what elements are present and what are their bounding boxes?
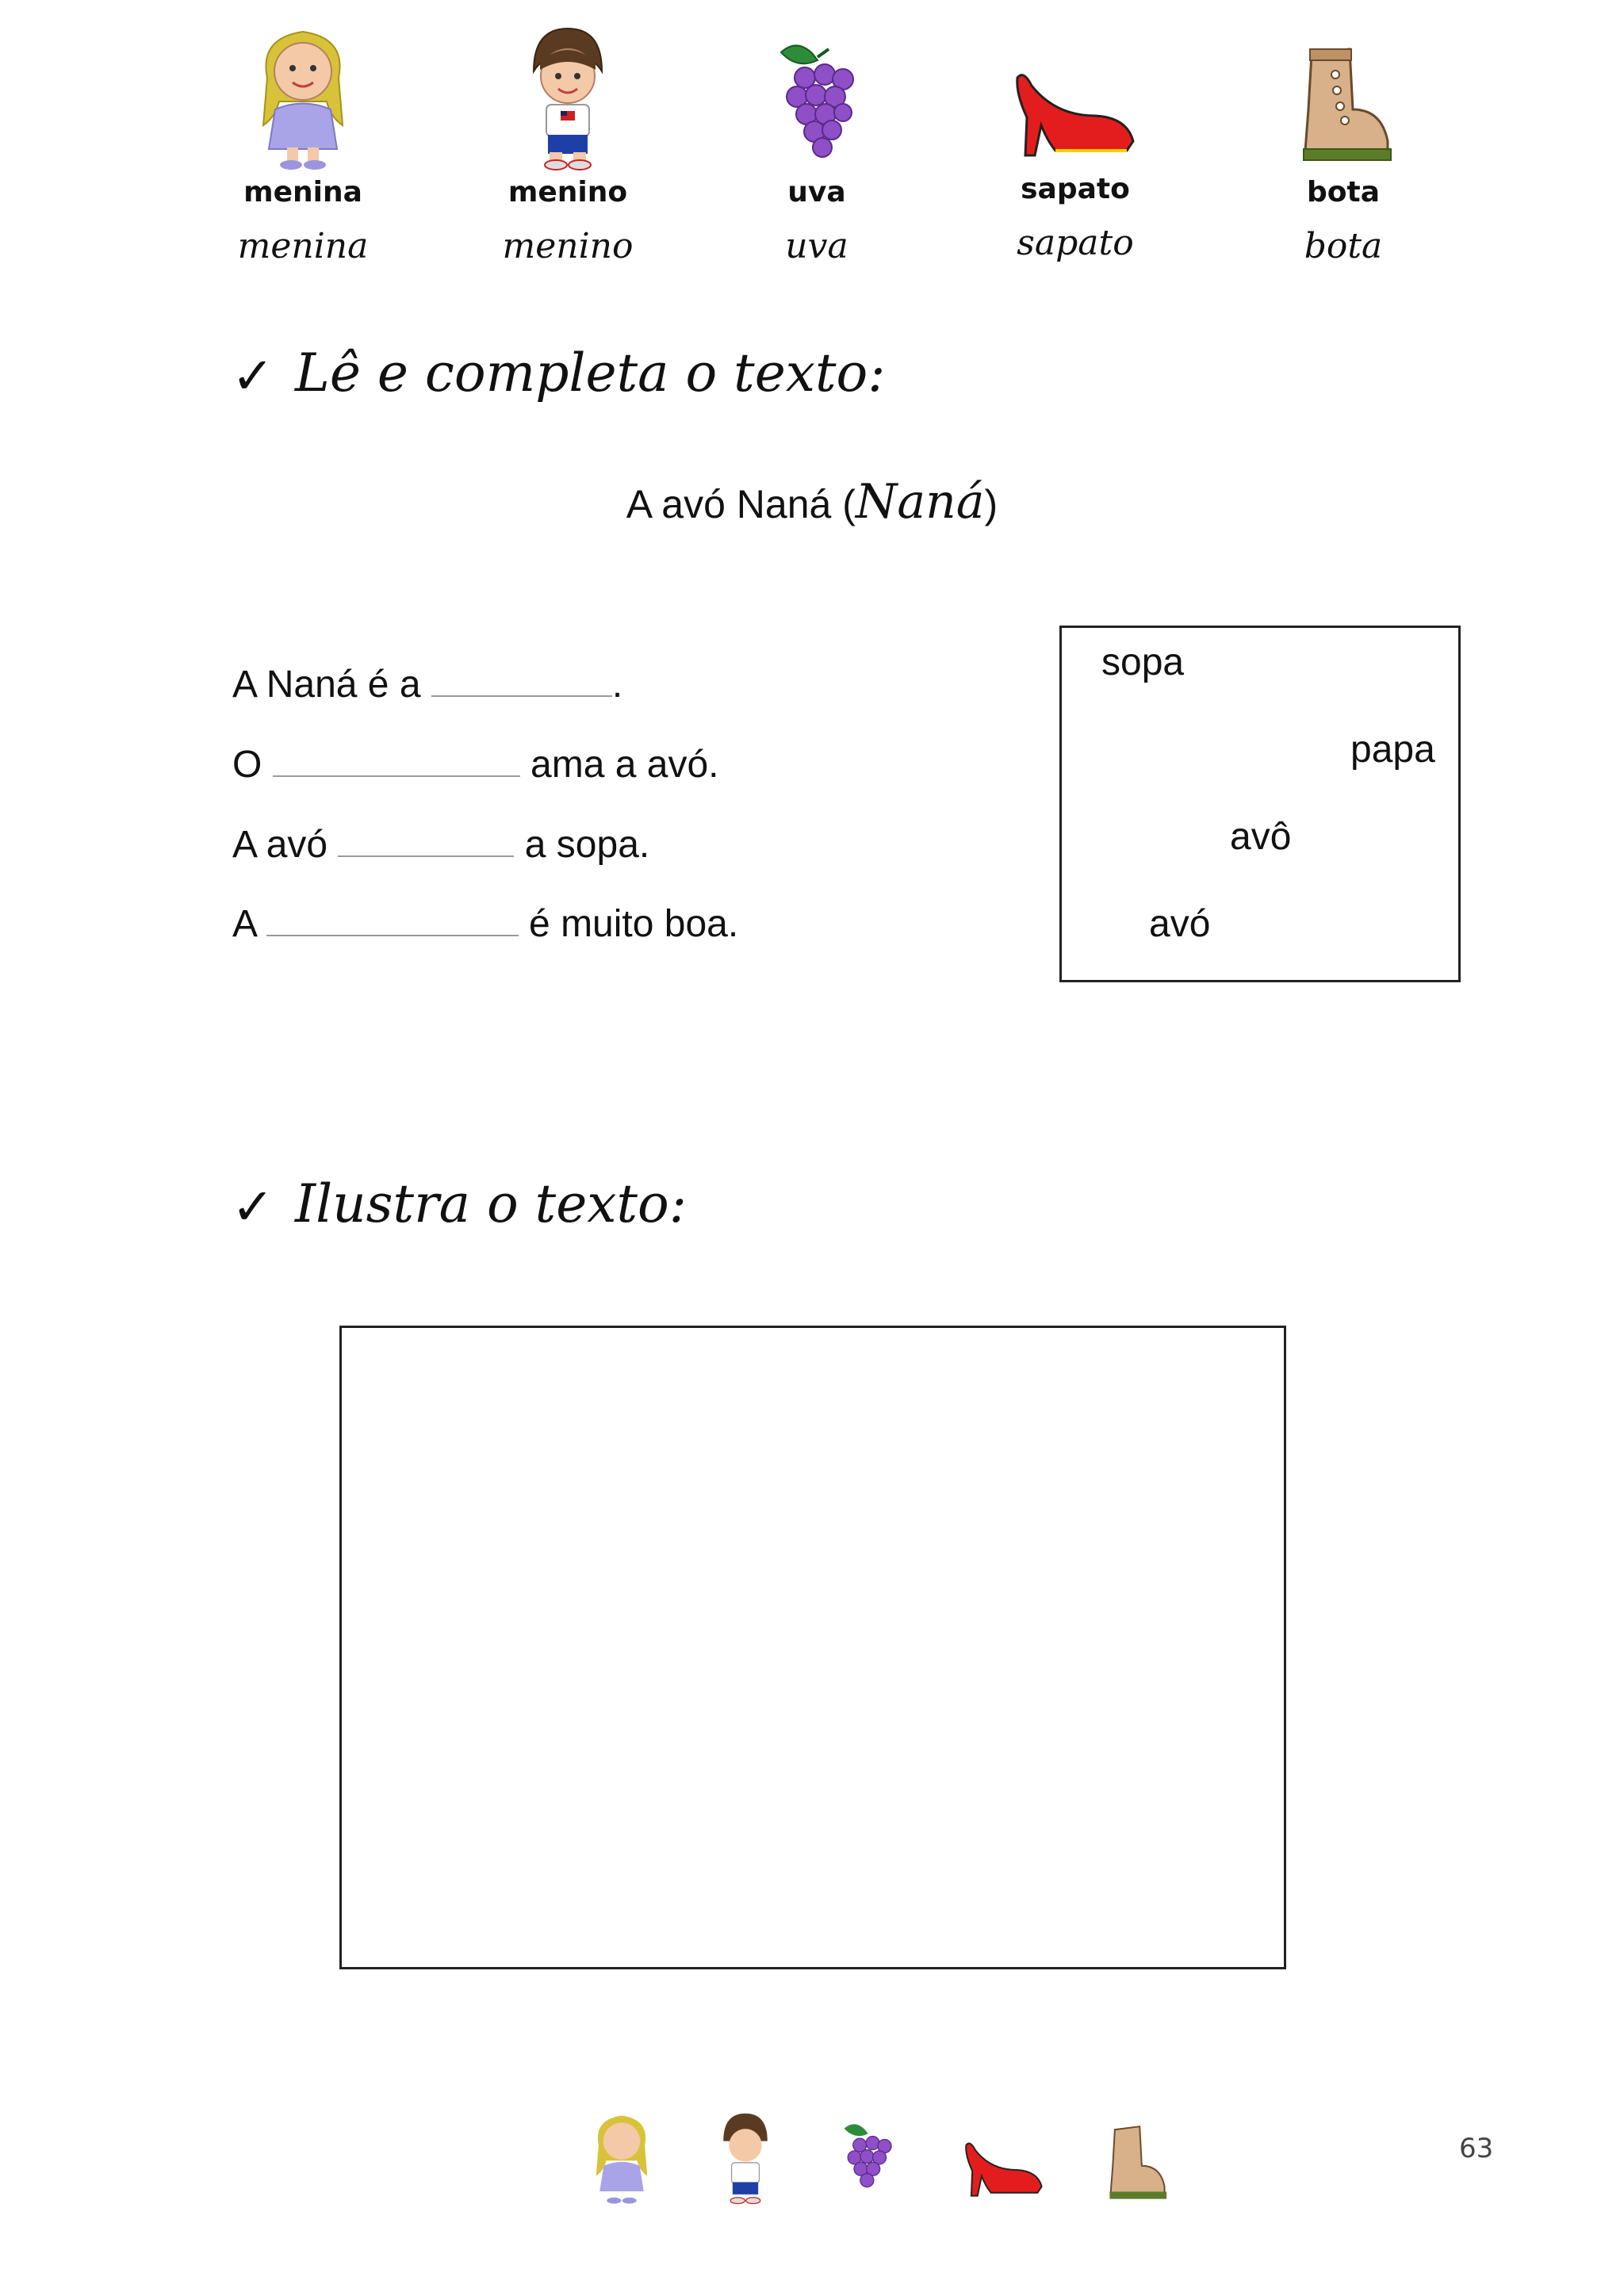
sentence-before: A avó xyxy=(232,824,339,866)
section-heading-complete: Lê e completa o texto: xyxy=(295,342,886,404)
answer-blank[interactable] xyxy=(273,744,520,777)
sentence-after: é muito boa. xyxy=(518,903,739,945)
girl-icon xyxy=(588,2109,655,2207)
vocab-cursive: menino xyxy=(502,226,634,266)
sentence-before: A xyxy=(232,903,266,945)
grapes-icon xyxy=(765,22,868,173)
checkmark-icon: ✓ xyxy=(232,1178,274,1237)
word-bank-item: avó xyxy=(1149,903,1211,945)
answer-blank[interactable] xyxy=(266,903,519,936)
boot-icon xyxy=(1097,2109,1174,2207)
sentence-before: A Naná é a xyxy=(232,664,431,706)
sentence-after: ama a avó. xyxy=(519,744,719,786)
boy-icon xyxy=(516,22,619,173)
vocab-label: sapato xyxy=(1021,173,1130,205)
vocab-grapes xyxy=(714,22,920,266)
vocab-boy xyxy=(465,22,671,266)
vocab-cursive: bota xyxy=(1304,226,1383,266)
sentence-before: O xyxy=(232,744,273,786)
answer-blank[interactable] xyxy=(431,664,612,697)
word-bank-item: papa xyxy=(1350,729,1435,771)
title-close: ) xyxy=(984,482,998,526)
boot-icon xyxy=(1288,22,1399,173)
vocab-boot xyxy=(1240,22,1446,266)
sentence-1 xyxy=(232,663,622,706)
vocab-shoe xyxy=(972,22,1178,263)
vocab-cursive: menina xyxy=(237,226,369,266)
word-bank-item: avô xyxy=(1230,816,1292,858)
sentence-2 xyxy=(232,743,718,786)
answer-blank[interactable] xyxy=(338,824,514,857)
boy-icon xyxy=(712,2109,779,2207)
checkmark-icon: ✓ xyxy=(232,347,274,406)
word-bank xyxy=(1059,626,1461,982)
sentence-after: a sopa. xyxy=(514,824,650,866)
sentence-3 xyxy=(232,823,649,867)
drawing-area[interactable] xyxy=(339,1326,1286,1969)
vocab-label: bota xyxy=(1306,176,1380,209)
vocab-label: menino xyxy=(508,176,628,209)
grapes-icon xyxy=(833,2109,902,2207)
vocab-label: uva xyxy=(787,176,846,209)
red-shoe-icon xyxy=(1008,22,1143,173)
section-heading-illustrate: Ilustra o texto: xyxy=(295,1173,687,1234)
vocab-cursive: uva xyxy=(785,226,848,266)
text-title xyxy=(0,474,1624,530)
vocab-girl xyxy=(200,22,406,266)
page-number: 63 xyxy=(1459,2133,1494,2164)
title-print: A avó Naná ( xyxy=(626,482,856,526)
red-shoe-icon xyxy=(955,2109,1053,2207)
vocab-label: menina xyxy=(243,176,362,209)
sentence-4 xyxy=(232,902,738,946)
word-bank-item: sopa xyxy=(1101,641,1185,683)
sentence-after: . xyxy=(611,664,623,706)
title-cursive: Naná xyxy=(855,474,985,530)
vocab-cursive: sapato xyxy=(1017,223,1134,263)
girl-icon xyxy=(251,22,354,173)
